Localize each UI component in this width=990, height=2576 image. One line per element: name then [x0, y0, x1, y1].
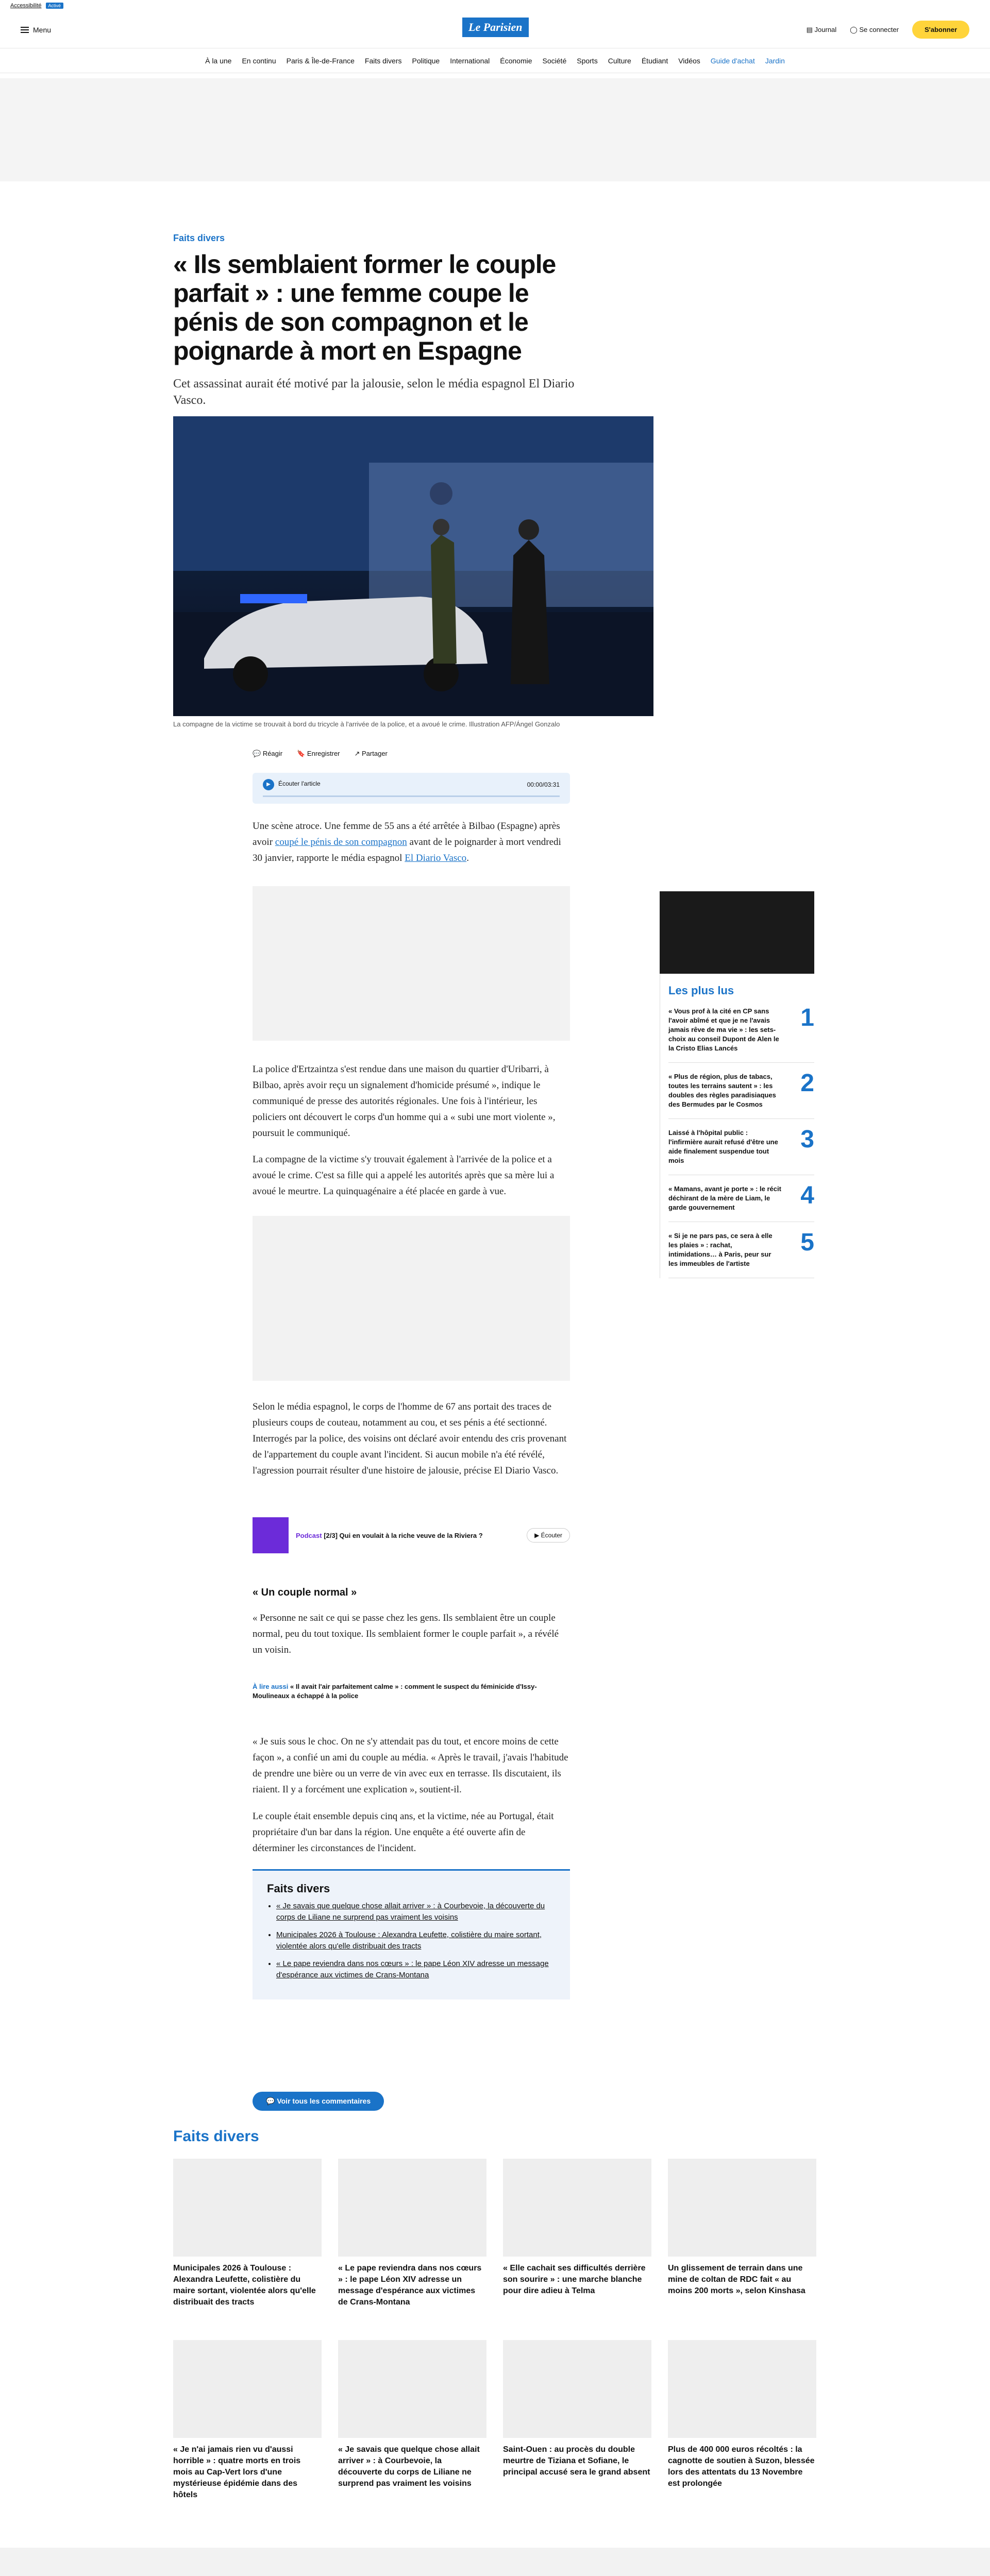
- podcast-block[interactable]: [253, 1515, 570, 1556]
- article-title: « Ils semblaient former le couple parfait » : une femme coupe le pénis de son compagnon et le poignarde à mort en Espagne: [173, 250, 556, 365]
- read-more-title: Faits divers: [267, 1882, 330, 1895]
- nav-item[interactable]: Politique: [412, 56, 440, 65]
- photo-caption: La compagne de la victime se trouvait à bord du tricycle à l'arrivée de la police, et a avoué le crime. Illustration AFP/Ángel Gonzalo: [173, 720, 560, 728]
- read-more-link[interactable]: • « Le pape reviendra dans nos cœurs » : le pape Léon XIV adresse un message d'espérance aux victimes de Crans-Montana: [276, 1958, 556, 1981]
- comments-button[interactable]: 💬 Voir tous les commentaires: [253, 2092, 384, 2111]
- news-card-title: « Je n'ai jamais rien vu d'aussi horrible » : quatre morts en trois mois au Cap-Vert lors d'une mystérieuse épidémie dans des hôtels: [173, 2445, 301, 2499]
- read-more-link[interactable]: • Municipales 2026 à Toulouse : Alexandra Leufette, colistière du maire sortant, violentée alors qu'elle distribuait des tracts: [276, 1929, 556, 1952]
- nav-item[interactable]: Guide d'achat: [710, 56, 755, 65]
- paragraph-7: Le couple était ensemble depuis cinq ans, et la victime, née au Portugal, était propriétaire d'un bar dans la région. Une enquête a été ouverte afin de déterminer les circonstances de l'incident.: [253, 1811, 554, 1854]
- subscribe-button[interactable]: S'abonner: [912, 21, 969, 39]
- podcast-title: [2/3] Qui en voulait à la riche veuve de la Riviera ?: [324, 1531, 483, 1539]
- sidebar-ad-slot: [660, 891, 814, 974]
- news-card-title: Un glissement de terrain dans une mine de coltan de RDC fait « au moins 200 morts », selon Kinshasa: [668, 2264, 806, 2295]
- news-card-image: [338, 2340, 486, 2438]
- news-card-image: [173, 2159, 322, 2257]
- also-read[interactable]: [253, 1682, 570, 1701]
- nav-item[interactable]: Économie: [500, 56, 532, 65]
- most-read-number: 4: [800, 1182, 814, 1209]
- listen-time: 00:00/03:31: [527, 781, 560, 788]
- most-read-number: 2: [800, 1070, 814, 1097]
- inline-link[interactable]: coupé le pénis de son compagnon: [275, 837, 407, 848]
- paragraph-6: « Je suis sous le choc. On ne s'y attendait pas du tout, et encore moins de cette façon », a confié un ami du couple au média. « Après le travail, j'avais l'habitude de prendre une bière ou un verre de vin avec eux en terrasse. Ils discutaient, ils riaient. Il y a forcément une explication », soutient-il.: [253, 1736, 568, 1795]
- paragraph-1: Une scène atroce. Une femme de 55 ans a été arrêtée à Bilbao (Espagne) après avoir coupé le pénis de son compagnon avant de le poignarder à mort vendredi 30 janvier, rapporte le média espagnol El Diario Vasco.: [253, 821, 561, 863]
- news-card[interactable]: [338, 2159, 486, 2308]
- news-card[interactable]: [338, 2340, 486, 2501]
- faits-divers-grid: [173, 2159, 816, 2501]
- sidebar: [660, 891, 814, 1278]
- news-card-title: Municipales 2026 à Toulouse : Alexandra Leufette, colistière du maire sortant, violentée alors qu'elle distribuait des tracts: [173, 2264, 316, 2307]
- inline-ad-slot-2: [253, 1216, 570, 1381]
- paragraph-2: La police d'Ertzaintza s'est rendue dans une maison du quartier d'Uribarri, à Bilbao, après avoir reçu un signalement d'homicide présumé », indique le communiqué de presse des autorités régionales. Une fois à l'intérieur, les policiers ont découvert le corps d'un homme qui a « subi une mort violente », poursuit le communiqué.: [253, 1064, 556, 1139]
- also-read-text: « Il avait l'air parfaitement calme » : comment le suspect du féminicide d'Issy-Moulineaux a échappé à la police: [253, 1683, 537, 1700]
- news-card-image: [173, 2340, 322, 2438]
- podcast-listen-button[interactable]: ▶ Écouter: [527, 1528, 570, 1543]
- news-card[interactable]: [173, 2340, 322, 2501]
- faits-divers-heading[interactable]: Faits divers: [173, 2128, 259, 2145]
- read-more-box: [253, 1869, 570, 1999]
- main-nav: [0, 48, 990, 73]
- react-button[interactable]: 💬 Réagir: [253, 750, 283, 757]
- also-read-label: À lire aussi: [253, 1683, 289, 1690]
- podcast-cover: [253, 1517, 289, 1553]
- nav-item[interactable]: À la une: [205, 56, 232, 65]
- most-read-item[interactable]: [668, 997, 814, 1063]
- read-more-link[interactable]: • « Je savais que quelque chose allait arriver » : à Courbevoie, la découverte du corps de Liliane ne surprend pas vraiment les voisins: [276, 1901, 556, 1923]
- nav-item[interactable]: Jardin: [765, 56, 785, 65]
- news-card[interactable]: [668, 2340, 816, 2501]
- subheading-couple: « Un couple normal »: [253, 1587, 357, 1598]
- nav-item[interactable]: Culture: [608, 56, 631, 65]
- top-ad-slot: [0, 78, 990, 181]
- most-read-title: Laissé à l'hôpital public : l'infirmière aurait refusé d'être une aide finalement suspendue tout mois: [668, 1129, 778, 1164]
- most-read-title: « Mamans, avant je porte » : le récit déchirant de la mère de Liam, le garde gouvernement: [668, 1185, 781, 1211]
- play-icon[interactable]: ▶: [263, 779, 274, 790]
- services-area: [0, 2548, 990, 2576]
- news-card-title: « Je savais que quelque chose allait arriver » : à Courbevoie, la découverte du corps de Liliane ne surprend pas vraiment les voisins: [338, 2445, 480, 2488]
- news-card-title: « Le pape reviendra dans nos cœurs » : le pape Léon XIV adresse un message d'espérance aux victimes de Crans-Montana: [338, 2264, 482, 2307]
- most-read-item[interactable]: [668, 1063, 814, 1119]
- news-card-image: [503, 2340, 651, 2438]
- save-button[interactable]: 🔖 Enregistrer: [297, 750, 340, 757]
- most-read-title: « Vous prof à la cité en CP sans l'avoir abîmé et que je ne l'avais jamais rêve de ma vie » : les sets-choix au conseil Dupont de Alen le la Cristo Elias Lancés: [668, 1007, 779, 1052]
- nav-item[interactable]: Société: [542, 56, 567, 65]
- most-read-item[interactable]: [668, 1119, 814, 1175]
- news-card-image: [503, 2159, 651, 2257]
- inline-link[interactable]: El Diario Vasco: [405, 853, 467, 863]
- news-card-title: « Elle cachait ses difficultés derrière son sourire » : une marche blanche pour dire adieu à Telma: [503, 2264, 646, 2295]
- article-chapo: Cet assassinat aurait été motivé par la jalousie, selon le média espagnol El Diario Vasco.: [173, 377, 575, 407]
- comment-icon: 💬: [266, 2097, 275, 2105]
- login-link[interactable]: ◯ Se connecter: [850, 25, 899, 33]
- paragraph-3: La compagne de la victime s'y trouvait également à l'arrivée de la police et a avoué le crime. C'est sa fille qui a appelé les autorités après que sa mère lui a avoué le meurtre. La quinquagénaire a été placée en garde à vue.: [253, 1154, 555, 1197]
- nav-item[interactable]: Paris & Île-de-France: [286, 56, 355, 65]
- news-card-image: [668, 2159, 816, 2257]
- most-read-item[interactable]: [668, 1175, 814, 1222]
- news-card[interactable]: [503, 2159, 651, 2308]
- nav-item[interactable]: Sports: [577, 56, 598, 65]
- accessibility-label[interactable]: Accessibilité: [10, 3, 42, 9]
- menu-icon: [21, 27, 29, 33]
- article-actions: [253, 750, 388, 758]
- article-header: [173, 233, 575, 440]
- menu-button[interactable]: [21, 26, 51, 34]
- nav-item[interactable]: International: [450, 56, 490, 65]
- most-read-title: Les plus lus: [668, 984, 734, 997]
- podcast-tag: Podcast: [296, 1531, 322, 1539]
- news-card-image: [338, 2159, 486, 2257]
- most-read-title: « Plus de région, plus de tabacs, toutes les terrains sautent » : les doubles des règles paradisiaques des Bermudes par le Cosmos: [668, 1073, 776, 1108]
- news-card-title: Plus de 400 000 euros récoltés : la cagnotte de soutien à Suzon, blessée lors des attentats du 13 Novembre est prolongée: [668, 2445, 815, 2488]
- article-photo: [173, 416, 653, 716]
- article-rubrique[interactable]: Faits divers: [173, 233, 225, 243]
- news-card[interactable]: [503, 2340, 651, 2501]
- news-card-title: Saint-Ouen : au procès du double meurtre de Tiziana et Sofiane, le principal accusé sera le grand absent: [503, 2445, 650, 2477]
- paragraph-4: Selon le média espagnol, le corps de l'homme de 67 ans portait des traces de plusieurs coups de couteau, notamment au cou, et ses pénis a été sectionné. Interrogés par la police, des voisins ont déclaré avoir entendu des cris provenant de l'appartement du couple avant l'incident. Si aucun mobile n'a été révélé, l'agression pourrait résulter d'une histoire de jalousie, précise El Diario Vasco.: [253, 1401, 567, 1476]
- audio-player[interactable]: [253, 773, 570, 804]
- menu-label: Menu: [33, 25, 52, 34]
- news-card[interactable]: [173, 2159, 322, 2308]
- accessibility-badge: Activé: [46, 3, 64, 9]
- most-read-title: « Si je ne pars pas, ce sera à elle les plaies » : rachat, intimidations… à Paris, peur sur les immeubles de l'artiste: [668, 1232, 773, 1267]
- most-read-number: 5: [800, 1229, 814, 1256]
- news-card-image: [668, 2340, 816, 2438]
- accessibility-bar: [0, 0, 990, 11]
- most-read-item[interactable]: [668, 1222, 814, 1278]
- journal-link[interactable]: ▤ Journal: [806, 25, 837, 33]
- most-read-number: 3: [800, 1126, 814, 1153]
- nav-item[interactable]: En continu: [242, 56, 276, 65]
- share-button[interactable]: ↗ Partager: [354, 750, 388, 757]
- news-card[interactable]: [668, 2159, 816, 2308]
- paragraph-5: « Personne ne sait ce qui se passe chez les gens. Ils semblaient être un couple normal, peu du tout toxique. Ils semblaient former le couple parfait », a révélé un voisin.: [253, 1613, 559, 1655]
- site-logo[interactable]: Le Parisien: [462, 18, 529, 37]
- inline-ad-slot: [253, 886, 570, 1041]
- nav-item[interactable]: Étudiant: [641, 56, 668, 65]
- nav-item[interactable]: Faits divers: [364, 56, 402, 65]
- listen-label: Écouter l'article: [278, 780, 321, 787]
- nav-item[interactable]: Vidéos: [678, 56, 700, 65]
- most-read-number: 1: [800, 1004, 814, 1031]
